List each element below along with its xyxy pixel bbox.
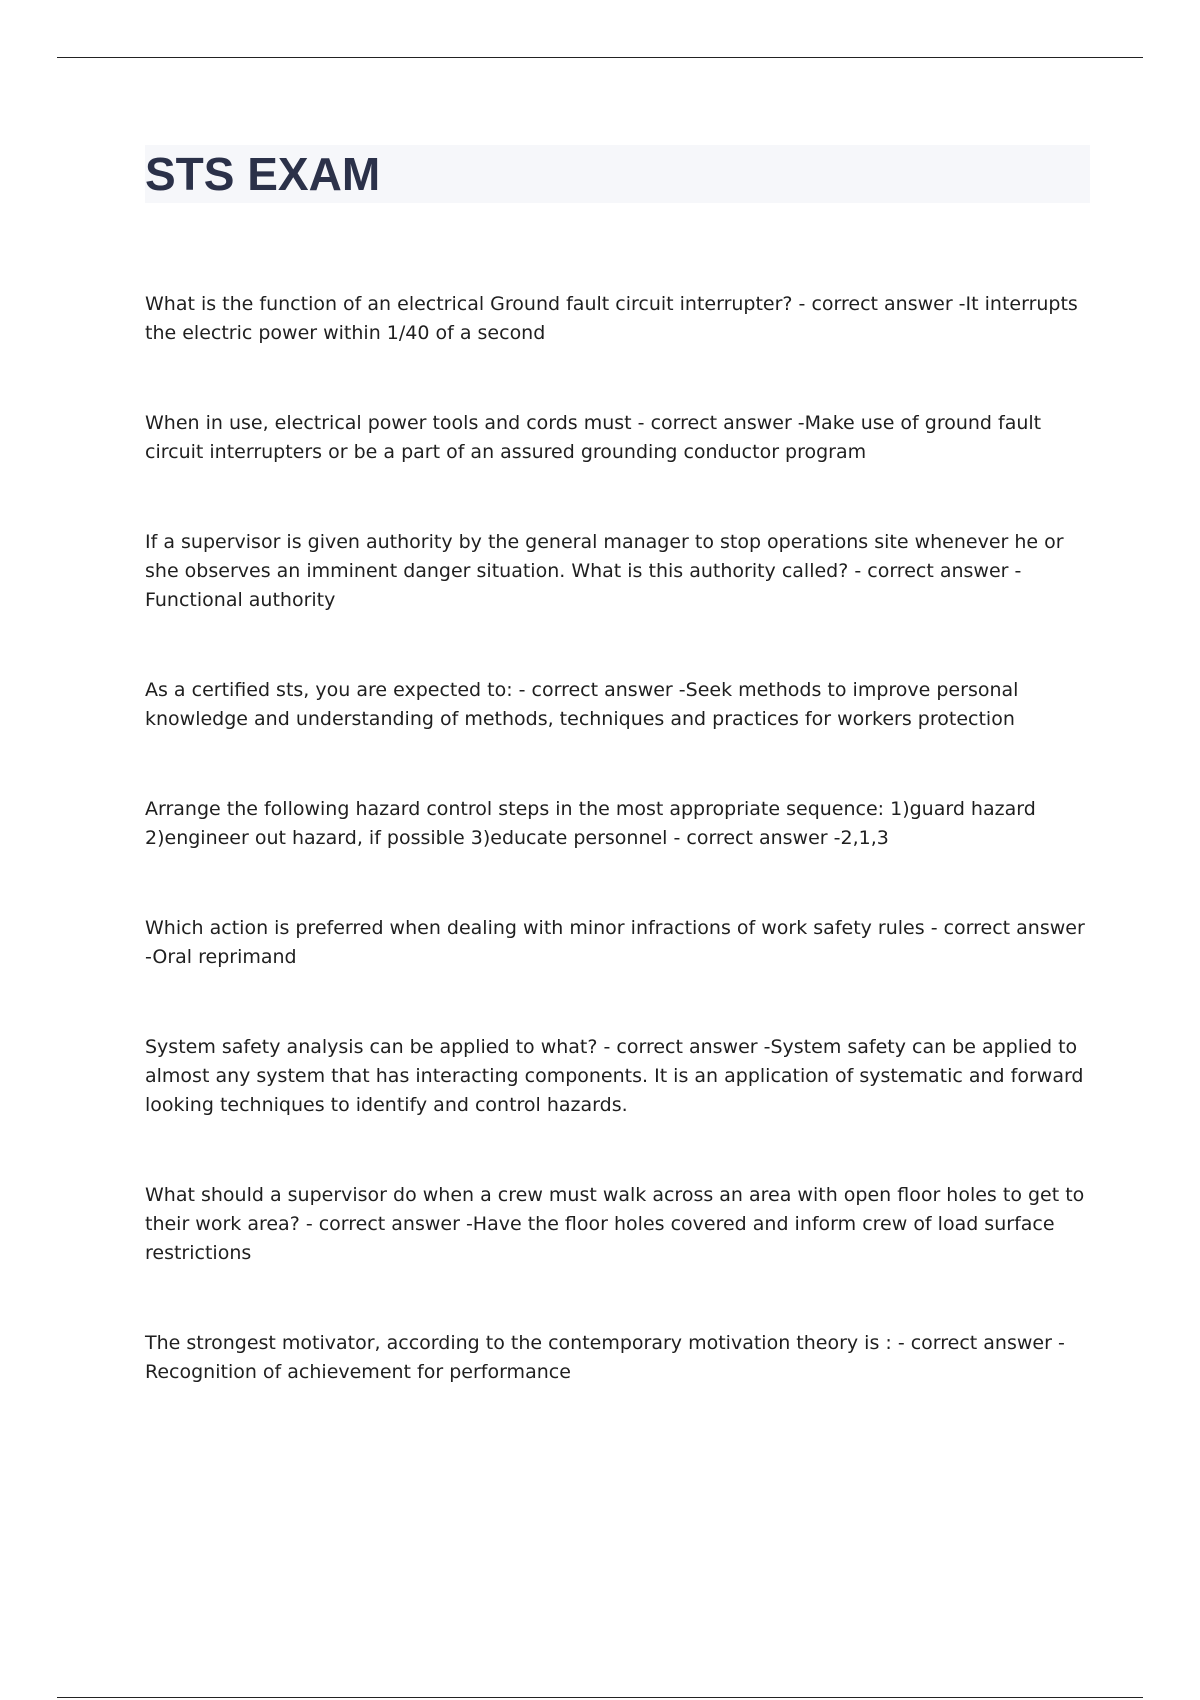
bottom-divider <box>57 1697 1143 1698</box>
qa-item-3: If a supervisor is given authority by the general manager to stop operations site whenever he or she observes an imminent danger situation. What is this authority called? - correct answer -Functional authority <box>145 531 1064 611</box>
qa-item-8: What should a supervisor do when a crew must walk across an area with open floor holes to get to their work area? - correct answer -Have the floor holes covered and inform crew of load surface restrictions <box>145 1184 1085 1264</box>
title-band <box>145 145 1090 203</box>
top-divider <box>57 57 1143 58</box>
qa-item-6: Which action is preferred when dealing with minor infractions of work safety rules - correct answer -Oral reprimand <box>145 917 1085 968</box>
page-title: STS EXAM <box>145 148 381 200</box>
qa-item-2: When in use, electrical power tools and cords must - correct answer -Make use of ground fault circuit interrupters or be a part of an assured grounding conductor program <box>145 412 1042 463</box>
qa-item-7: System safety analysis can be applied to what? - correct answer -System safety can be applied to almost any system that has interacting components. It is an application of systematic and forward looking techniques to identify and control hazards. <box>145 1036 1084 1116</box>
qa-item-9: The strongest motivator, according to the contemporary motivation theory is : - correct answer -Recognition of achievement for performance <box>145 1332 1065 1383</box>
qa-list <box>145 290 1095 1448</box>
qa-item-5: Arrange the following hazard control steps in the most appropriate sequence: 1)guard hazard 2)engineer out hazard, if possible 3)educate personnel - correct answer -2,1,3 <box>145 798 1036 849</box>
qa-item-4: As a certified sts, you are expected to: - correct answer -Seek methods to improve personal knowledge and understanding of methods, techniques and practices for workers protection <box>145 679 1019 730</box>
qa-item-1: What is the function of an electrical Ground fault circuit interrupter? - correct answer -It interrupts the electric power within 1/40 of a second <box>145 293 1078 344</box>
